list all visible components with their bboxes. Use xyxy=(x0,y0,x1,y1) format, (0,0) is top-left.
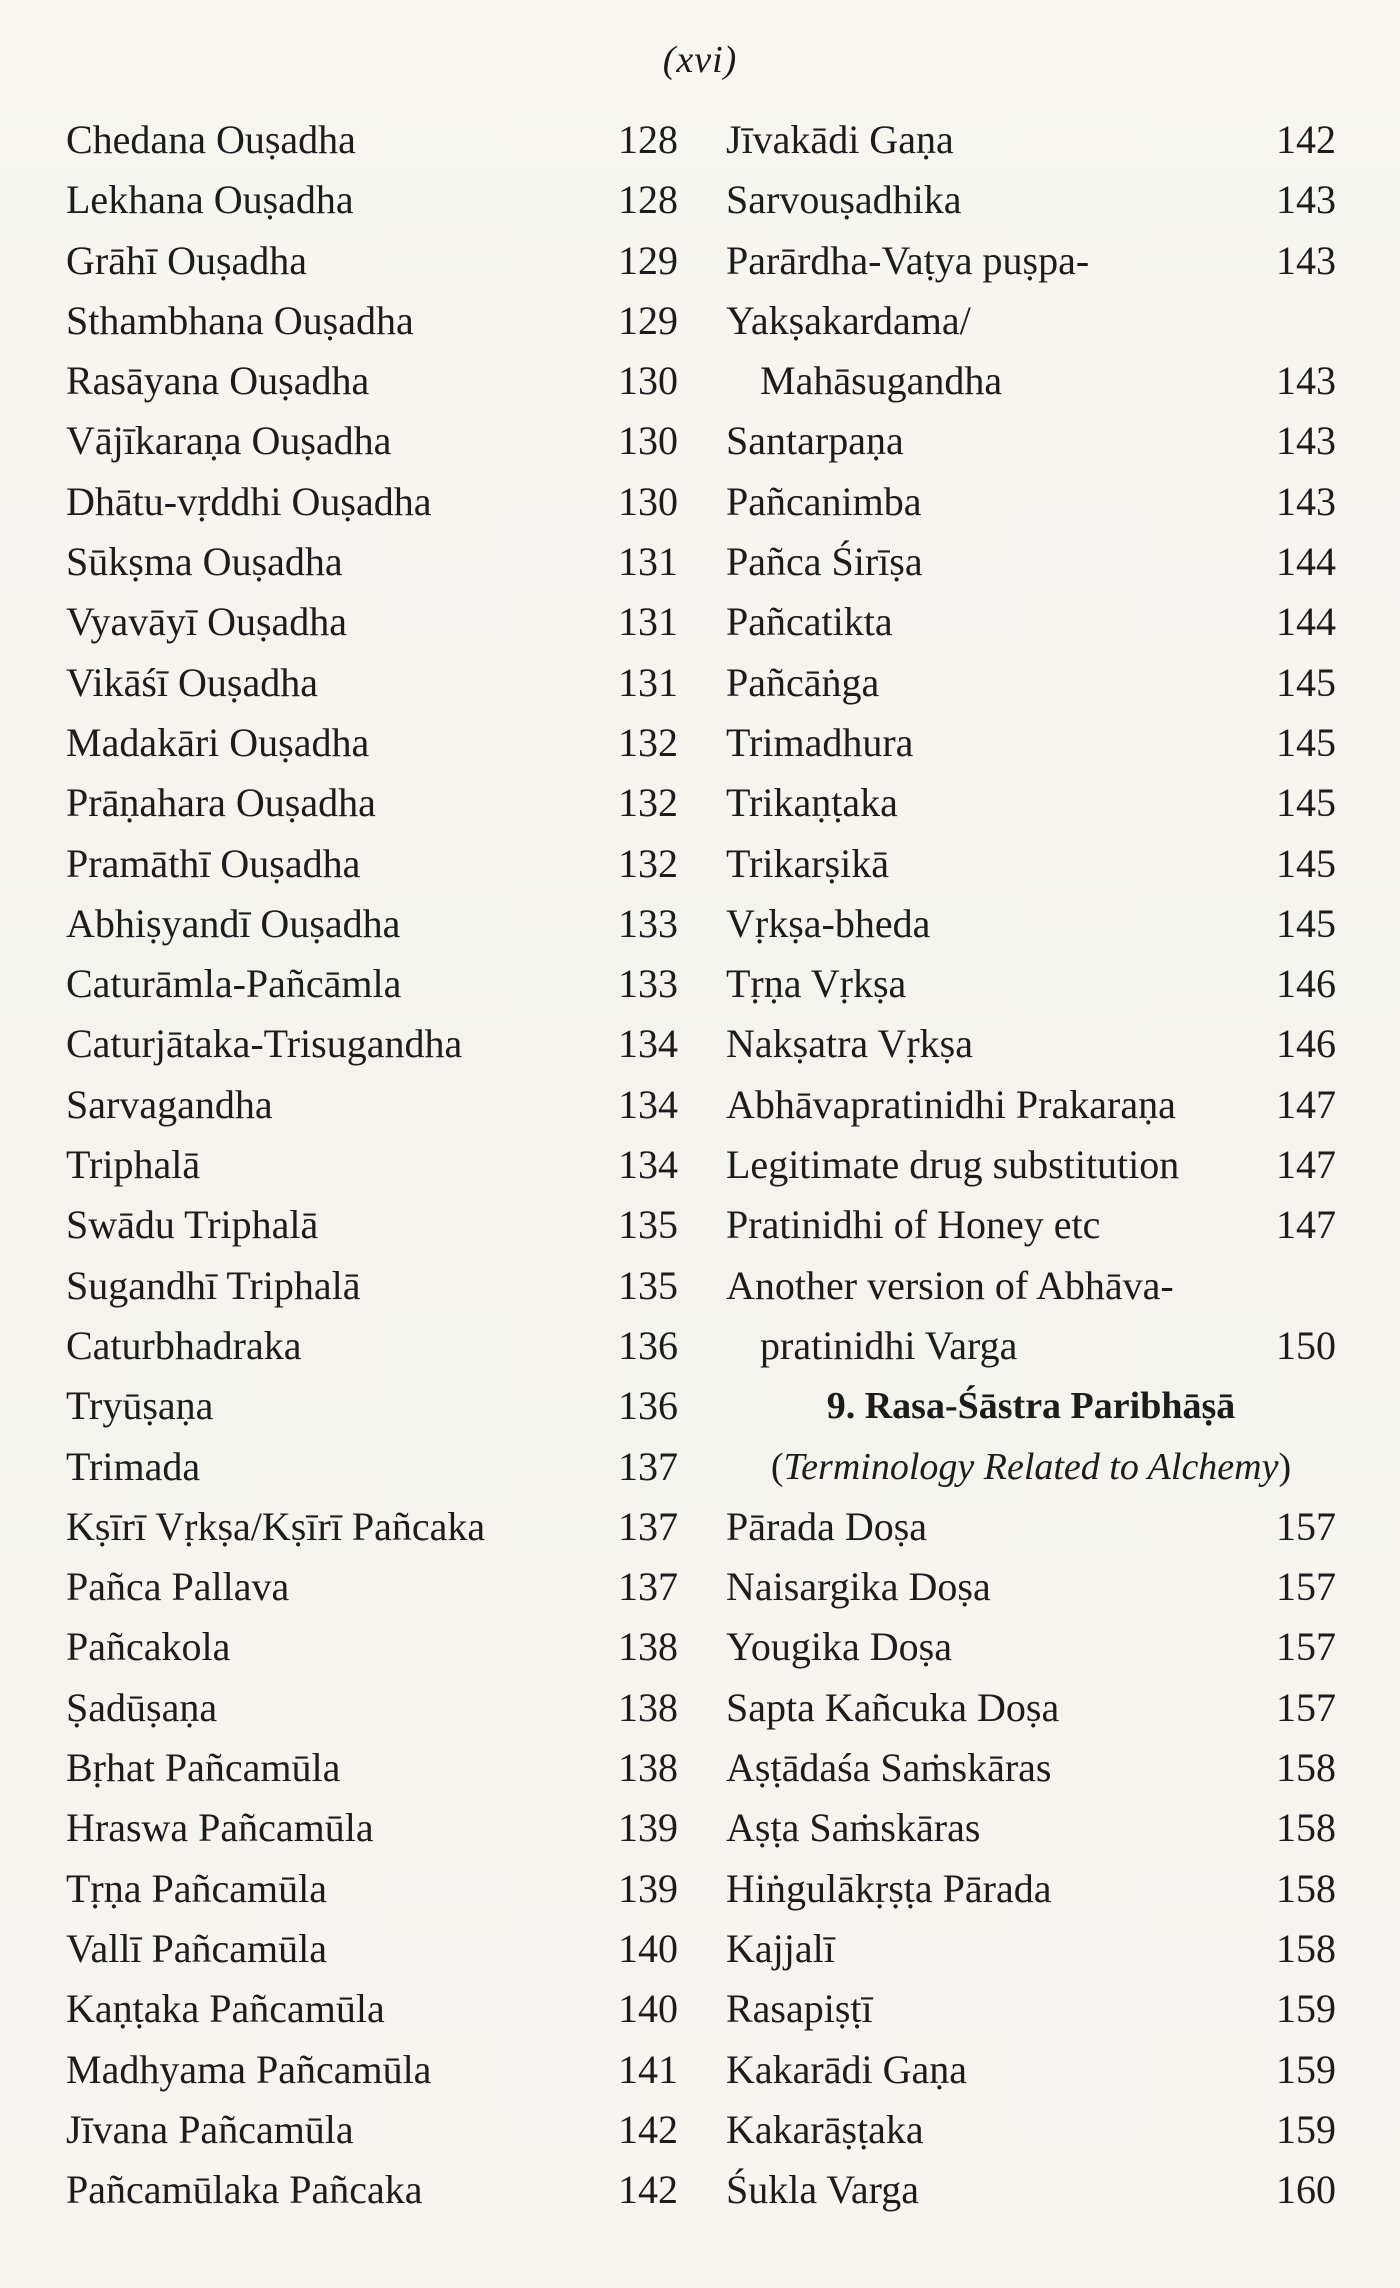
toc-entry-title: Trimadhura xyxy=(726,719,914,765)
toc-entry-page-number: 142 xyxy=(618,2106,678,2152)
toc-entry-title: Yougika Doṣa xyxy=(726,1624,952,1670)
toc-entry xyxy=(66,351,678,411)
toc-entry xyxy=(66,1557,678,1617)
section-subtitle xyxy=(726,1437,1336,1497)
toc-entry-title: Pañca Śirīṣa xyxy=(726,539,923,585)
toc-entry-page-number: 143 xyxy=(1276,358,1336,404)
right-toc-entries-before xyxy=(726,110,1336,1376)
toc-entry-page-number: 157 xyxy=(1276,1564,1336,1610)
right-toc-column xyxy=(726,110,1336,2220)
toc-entry-title: Grāhī Ouṣadha xyxy=(66,237,308,283)
toc-entry xyxy=(726,411,1336,471)
toc-entry-title: Tṛṇa Vṛkṣa xyxy=(726,961,907,1007)
toc-entry-title: Vājīkaraṇa Ouṣadha xyxy=(66,418,392,464)
toc-entry xyxy=(726,291,1336,351)
toc-entry-title: Lekhana Ouṣadha xyxy=(66,177,354,223)
toc-entry-title: Kaṇṭaka Pañcamūla xyxy=(66,1986,385,2032)
toc-entry-title: Kṣīrī Vṛkṣa/Kṣīrī Pañcaka xyxy=(66,1503,486,1549)
toc-entry-page-number: 133 xyxy=(618,961,678,1007)
toc-entry-page-number: 146 xyxy=(1276,961,1336,1007)
toc-entry xyxy=(726,1075,1336,1135)
toc-entry-title: Triphalā xyxy=(66,1142,201,1188)
toc-entry-page-number: 145 xyxy=(1276,719,1336,765)
toc-entry-title: Pañca Pallava xyxy=(66,1564,290,1610)
toc-entry xyxy=(726,592,1336,652)
toc-entry-page-number: 158 xyxy=(1276,1865,1336,1911)
toc-entry-title: Sarvouṣadhika xyxy=(726,177,962,223)
toc-entry-page-number: 159 xyxy=(1276,2106,1336,2152)
toc-entry-page-number: 158 xyxy=(1276,1745,1336,1791)
toc-entry xyxy=(66,472,678,532)
toc-entry xyxy=(66,592,678,652)
toc-entry-title: Pramāthī Ouṣadha xyxy=(66,840,361,886)
toc-entry-page-number: 130 xyxy=(618,358,678,404)
toc-entry xyxy=(726,1256,1336,1316)
toc-entry-page-number: 145 xyxy=(1276,840,1336,886)
toc-entry xyxy=(726,1919,1336,1979)
toc-entry-title: Mahāsugandha xyxy=(760,358,1003,404)
toc-entry-title: Sarvagandha xyxy=(66,1081,273,1127)
toc-entry xyxy=(66,2160,678,2220)
toc-entry-title: Kakarāṣṭaka xyxy=(726,2106,924,2152)
toc-entry xyxy=(66,1195,678,1255)
toc-entry xyxy=(66,773,678,833)
section-heading: 9. Rasa-Śāstra Paribhāṣā xyxy=(826,1385,1236,1428)
toc-entry-title: Pañcatikta xyxy=(726,599,893,645)
toc-entry-page-number: 158 xyxy=(1276,1925,1336,1971)
toc-entry-title: Tṛṇa Pañcamūla xyxy=(66,1865,327,1911)
toc-entry-page-number: 132 xyxy=(618,780,678,826)
toc-entry-title: Jīvakādi Gaṇa xyxy=(726,117,954,162)
toc-entry xyxy=(66,1859,678,1919)
subtitle-close-paren: ) xyxy=(1278,1445,1292,1488)
toc-entry xyxy=(66,1075,678,1135)
toc-entry-title: Caturjātaka-Trisugandha xyxy=(66,1021,463,1067)
toc-entry xyxy=(726,351,1336,411)
toc-entry-title: Sugandhī Triphalā xyxy=(66,1262,361,1308)
toc-entry-page-number: 140 xyxy=(618,1925,678,1971)
toc-entry xyxy=(726,2160,1336,2220)
toc-entry-page-number: 137 xyxy=(618,1503,678,1549)
toc-entry-title: Abhiṣyandī Ouṣadha xyxy=(66,900,401,946)
toc-entry-page-number: 160 xyxy=(1276,2167,1336,2213)
toc-entry-title: Trimada xyxy=(66,1443,201,1489)
toc-entry-title: Abhāvapratinidhi Prakaraṇa xyxy=(726,1081,1176,1127)
toc-entry xyxy=(66,1798,678,1858)
toc-entry xyxy=(726,2100,1336,2160)
toc-entry xyxy=(66,653,678,713)
toc-entry-page-number: 143 xyxy=(1276,478,1336,524)
toc-entry-title: Trikarṣikā xyxy=(726,840,889,886)
toc-entry-title: Parārdha-Vaṭya puṣpa- xyxy=(726,237,1090,283)
toc-entry-page-number: 150 xyxy=(1276,1322,1336,1368)
page-number: (xvi) xyxy=(662,39,738,81)
toc-entry-title: Nakṣatra Vṛkṣa xyxy=(726,1021,973,1067)
toc-entry xyxy=(66,110,678,170)
toc-entry xyxy=(726,472,1336,532)
toc-entry xyxy=(726,532,1336,592)
toc-entry xyxy=(726,1738,1336,1798)
toc-entry-page-number: 138 xyxy=(618,1745,678,1791)
toc-entry-page-number: 139 xyxy=(618,1865,678,1911)
toc-entry-page-number: 142 xyxy=(1276,117,1336,162)
toc-entry-page-number: 131 xyxy=(618,539,678,585)
toc-entry xyxy=(726,1135,1336,1195)
toc-entry-title: Kakarādi Gaṇa xyxy=(726,2046,967,2092)
toc-entry-page-number: 140 xyxy=(618,1986,678,2032)
toc-entry-page-number: 147 xyxy=(1276,1142,1336,1188)
toc-entry-page-number: 134 xyxy=(618,1021,678,1067)
toc-entry xyxy=(66,1376,678,1436)
toc-entry-title: Hraswa Pañcamūla xyxy=(66,1805,374,1851)
toc-entry-title: Another version of Abhāva- xyxy=(726,1262,1174,1308)
toc-entry xyxy=(66,894,678,954)
toc-entry-page-number: 138 xyxy=(618,1684,678,1730)
toc-entry-title: Ṣadūṣaṇa xyxy=(66,1684,218,1730)
toc-entry-page-number: 137 xyxy=(618,1443,678,1489)
toc-entry-page-number: 159 xyxy=(1276,2046,1336,2092)
toc-entry-title: Jīvana Pañcamūla xyxy=(66,2106,354,2152)
toc-entry-page-number: 135 xyxy=(618,1202,678,1248)
toc-entry-title: Bṛhat Pañcamūla xyxy=(66,1745,341,1791)
toc-entry-title: Aṣṭādaśa Saṁskāras xyxy=(726,1745,1052,1791)
toc-entry-page-number: 139 xyxy=(618,1805,678,1851)
toc-entry-title: Dhātu-vṛddhi Ouṣadha xyxy=(66,478,432,524)
toc-entry-title: Santarpaṇa xyxy=(726,418,904,464)
toc-entry xyxy=(66,1437,678,1497)
toc-entry-page-number: 131 xyxy=(618,659,678,705)
toc-entry xyxy=(66,1678,678,1738)
toc-entry-page-number: 157 xyxy=(1276,1684,1336,1730)
toc-entry-title: Pañcamūlaka Pañcaka xyxy=(66,2167,423,2213)
toc-entry xyxy=(726,1557,1336,1617)
toc-entry-title: Vyavāyī Ouṣadha xyxy=(66,599,348,645)
toc-entry-title: Trikaṇṭaka xyxy=(726,780,898,826)
toc-entry-page-number: 159 xyxy=(1276,1986,1336,2032)
toc-entry xyxy=(726,894,1336,954)
toc-entry-title: pratinidhi Varga xyxy=(760,1322,1018,1368)
toc-entry-title: Legitimate drug substitution xyxy=(726,1142,1180,1188)
toc-entry-page-number: 157 xyxy=(1276,1503,1336,1549)
toc-entry-page-number: 145 xyxy=(1276,780,1336,826)
toc-entry xyxy=(726,773,1336,833)
toc-entry-page-number: 134 xyxy=(618,1081,678,1127)
toc-entry-title: Pārada Doṣa xyxy=(726,1503,928,1549)
toc-entry-page-number: 143 xyxy=(1276,237,1336,283)
toc-entry xyxy=(726,1497,1336,1557)
toc-entry xyxy=(726,1617,1336,1677)
toc-entry xyxy=(66,834,678,894)
toc-entry-title: Yakṣakardama/ xyxy=(726,297,971,343)
toc-entry xyxy=(726,1678,1336,1738)
toc-entry-title: Aṣṭa Saṁskāras xyxy=(726,1805,981,1851)
toc-entry xyxy=(726,1798,1336,1858)
toc-entry xyxy=(726,110,1336,170)
toc-entry xyxy=(726,653,1336,713)
toc-entry-page-number: 132 xyxy=(618,719,678,765)
toc-entry-title: Vallī Pañcamūla xyxy=(66,1925,328,1971)
toc-entry xyxy=(66,1617,678,1677)
toc-entry-title: Swādu Triphalā xyxy=(66,1202,319,1248)
toc-entry-title: Naisargika Doṣa xyxy=(726,1564,991,1610)
toc-entry-page-number: 145 xyxy=(1276,900,1336,946)
toc-entry-page-number: 144 xyxy=(1276,539,1336,585)
toc-entry xyxy=(66,1316,678,1376)
toc-entry-title: Hiṅgulākṛṣṭa Pārada xyxy=(726,1865,1052,1911)
toc-entry-page-number: 129 xyxy=(618,297,678,343)
toc-entry-page-number: 129 xyxy=(618,237,678,283)
toc-entry-title: Caturbhadraka xyxy=(66,1322,302,1368)
toc-entry xyxy=(66,411,678,471)
toc-entry xyxy=(66,713,678,773)
toc-entry-page-number: 128 xyxy=(618,177,678,223)
subtitle-open-paren: ( xyxy=(770,1445,784,1488)
toc-entry xyxy=(66,1979,678,2039)
toc-entry xyxy=(66,2100,678,2160)
toc-entry xyxy=(66,532,678,592)
toc-entry xyxy=(66,2040,678,2100)
toc-entry-title: Rasapiṣṭī xyxy=(726,1986,873,2032)
toc-entry xyxy=(726,1014,1336,1074)
toc-entry-page-number: 158 xyxy=(1276,1805,1336,1851)
toc-entry xyxy=(66,1135,678,1195)
toc-entry-page-number: 133 xyxy=(618,900,678,946)
toc-entry-page-number: 143 xyxy=(1276,177,1336,223)
toc-entry-page-number: 147 xyxy=(1276,1081,1336,1127)
toc-entry-title: Pañcāṅga xyxy=(726,659,880,705)
toc-entry-title: Prāṇahara Ouṣadha xyxy=(66,780,376,826)
toc-entry-page-number: 141 xyxy=(618,2046,678,2092)
toc-entry xyxy=(66,291,678,351)
toc-entry-page-number: 146 xyxy=(1276,1021,1336,1067)
left-toc-column xyxy=(66,110,678,2220)
toc-entry xyxy=(726,954,1336,1014)
toc-entry-title: Sthambhana Ouṣadha xyxy=(66,297,414,343)
right-toc-entries-after xyxy=(726,1497,1336,2221)
toc-entry-page-number: 144 xyxy=(1276,599,1336,645)
toc-entry-page-number: 128 xyxy=(618,117,678,162)
subtitle-text: Terminology Related to Alchemy xyxy=(783,1445,1279,1488)
toc-entry xyxy=(66,1738,678,1798)
toc-entry xyxy=(726,170,1336,230)
toc-entry xyxy=(726,1979,1336,2039)
toc-entry xyxy=(726,834,1336,894)
toc-entry-title: Vṛkṣa-bheda xyxy=(726,900,931,946)
toc-entry-page-number: 131 xyxy=(618,599,678,645)
toc-entry-page-number: 130 xyxy=(618,418,678,464)
toc-entry xyxy=(726,1859,1336,1919)
toc-entry-page-number: 143 xyxy=(1276,418,1336,464)
toc-entry xyxy=(726,231,1336,291)
toc-entry xyxy=(66,1497,678,1557)
toc-entry-title: Madhyama Pañcamūla xyxy=(66,2046,432,2092)
toc-entry-title: Pañcanimba xyxy=(726,478,922,524)
toc-entry-page-number: 136 xyxy=(618,1383,678,1429)
toc-entry-page-number: 134 xyxy=(618,1142,678,1188)
toc-entry xyxy=(726,1195,1336,1255)
toc-entry-title: Vikāśī Ouṣadha xyxy=(66,659,318,705)
toc-entry-page-number: 130 xyxy=(618,478,678,524)
toc-entry-title: Sapta Kañcuka Doṣa xyxy=(726,1684,1060,1730)
toc-entry-page-number: 145 xyxy=(1276,659,1336,705)
toc-entry xyxy=(66,1014,678,1074)
toc-entry-page-number: 142 xyxy=(618,2167,678,2213)
toc-entry-title: Madakāri Ouṣadha xyxy=(66,719,370,765)
toc-entry-page-number: 138 xyxy=(618,1624,678,1670)
toc-entry-page-number: 157 xyxy=(1276,1624,1336,1670)
toc-entry-page-number: 136 xyxy=(618,1322,678,1368)
toc-entry-title: Chedana Ouṣadha xyxy=(66,117,356,162)
toc-entry xyxy=(66,170,678,230)
toc-entry-title: Kajjalī xyxy=(726,1925,835,1971)
toc-entry-page-number: 132 xyxy=(618,840,678,886)
toc-entry xyxy=(66,1256,678,1316)
toc-entry-title: Tryūṣaṇa xyxy=(66,1383,214,1429)
toc-entry-title: Pratinidhi of Honey etc xyxy=(726,1202,1101,1248)
toc-entry-title: Rasāyana Ouṣadha xyxy=(66,358,370,404)
toc-entry xyxy=(726,1316,1336,1376)
toc-entry-page-number: 147 xyxy=(1276,1202,1336,1248)
toc-entry-page-number: 135 xyxy=(618,1262,678,1308)
toc-entry-title: Caturāmla-Pañcāmla xyxy=(66,961,402,1007)
toc-entry xyxy=(726,2040,1336,2100)
toc-entry xyxy=(66,1919,678,1979)
toc-entry-page-number: 137 xyxy=(618,1564,678,1610)
toc-entry-title: Śukla Varga xyxy=(726,2167,919,2213)
toc-entry-title: Pañcakola xyxy=(66,1624,231,1670)
toc-entry xyxy=(726,713,1336,773)
toc-entry xyxy=(66,231,678,291)
toc-entry-title: Sūkṣma Ouṣadha xyxy=(66,539,343,585)
toc-entry xyxy=(66,954,678,1014)
